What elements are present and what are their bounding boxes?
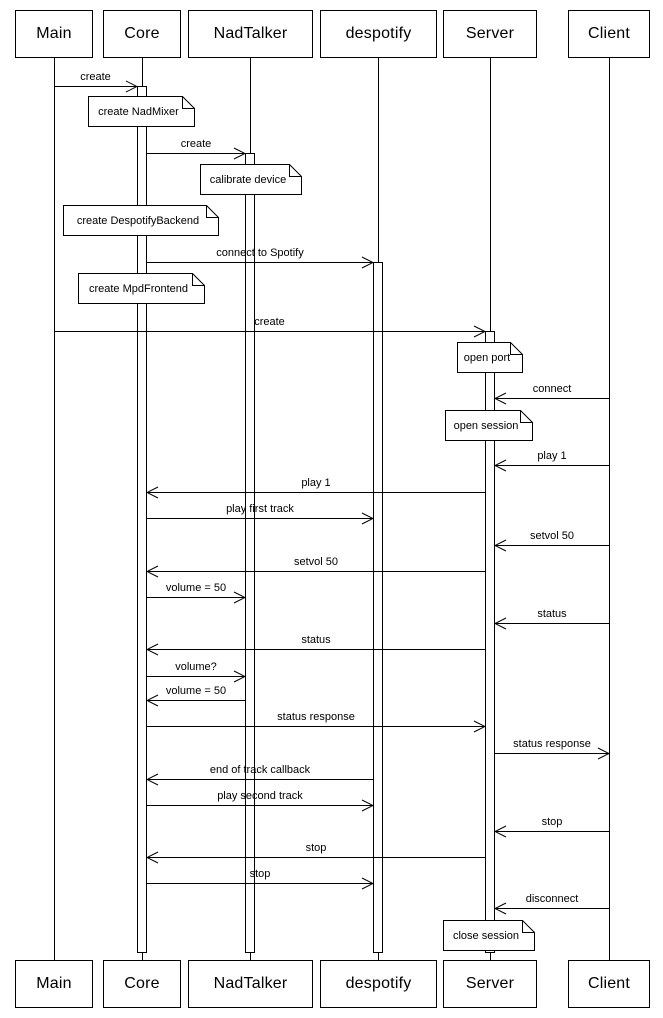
message-label: volume? (175, 661, 217, 673)
message-label: status response (277, 711, 355, 723)
arrowhead-left-icon (146, 486, 159, 499)
participant-label: Main (36, 975, 72, 992)
participant-box-bottom-core (103, 960, 181, 1008)
arrowhead-right-icon (361, 799, 374, 812)
participant-box-bottom-nadtalker (188, 960, 313, 1008)
note-create-nadmixer (88, 96, 195, 127)
message-line (147, 700, 245, 701)
message-label: play first track (226, 503, 294, 515)
participant-label: Core (124, 975, 160, 992)
message-line (495, 398, 609, 399)
message-line (147, 726, 485, 727)
participant-box-bottom-main (15, 960, 93, 1008)
message-disconnect (495, 892, 609, 914)
arrowhead-left-icon (146, 851, 159, 864)
note-calibrate-device (200, 164, 302, 195)
message-create (54, 315, 485, 337)
message-line (54, 331, 485, 332)
message-label: status (301, 634, 331, 646)
message-label: status response (513, 738, 591, 750)
message-line (147, 571, 485, 572)
message-label: stop (541, 816, 563, 828)
arrowhead-left-icon (146, 773, 159, 786)
message-play-first-track (147, 502, 373, 524)
note-create-mpdfrontend (78, 273, 205, 304)
arrowhead-left-icon (494, 459, 507, 472)
arrowhead-left-icon (494, 902, 507, 915)
participant-box-bottom-server (443, 960, 537, 1008)
message-line (147, 597, 245, 598)
participant-box-top-main (15, 10, 93, 58)
message-label: play 1 (301, 477, 331, 489)
arrowhead-left-icon (494, 539, 507, 552)
arrowhead-right-icon (597, 747, 610, 760)
arrowhead-right-icon (361, 877, 374, 890)
message-connect (495, 382, 609, 404)
message-label: setvol 50 (529, 530, 575, 542)
message-status (495, 607, 609, 629)
message-label: connect (532, 383, 572, 395)
message-label: stop (305, 842, 327, 854)
note-text: open port (463, 351, 511, 364)
message-stop (495, 815, 609, 837)
message-label: status (537, 608, 567, 620)
participant-box-bottom-despotify (320, 960, 437, 1008)
lifeline-main (54, 58, 55, 960)
message-status-response (147, 710, 485, 732)
message-label: create (80, 71, 111, 83)
message-label: create (254, 316, 285, 328)
participant-label: Server (465, 975, 515, 992)
participant-box-top-core (103, 10, 181, 58)
message-line (495, 545, 609, 546)
arrowhead-left-icon (146, 643, 159, 656)
arrowhead-right-icon (473, 325, 486, 338)
message-line (495, 831, 609, 832)
message-setvol-50 (495, 529, 609, 551)
note-text: create NadMixer (98, 105, 179, 118)
message-line (147, 518, 373, 519)
arrowhead-left-icon (146, 694, 159, 707)
message-line (495, 908, 609, 909)
message-label: create (180, 138, 212, 150)
message-stop (147, 841, 485, 863)
participant-label: despotify (345, 975, 412, 992)
note-text: open session (453, 419, 519, 432)
arrowhead-right-icon (233, 147, 246, 160)
message-line (495, 465, 609, 466)
participant-box-bottom-client (568, 960, 650, 1008)
message-label: end of track callback (209, 764, 311, 776)
arrowhead-left-icon (146, 565, 159, 578)
message-label: disconnect (525, 893, 579, 905)
message-create (54, 70, 137, 92)
message-label: volume = 50 (165, 685, 227, 697)
note-text: create DespotifyBackend (76, 214, 200, 227)
participant-label: Client (587, 25, 631, 42)
participant-box-top-client (568, 10, 650, 58)
message-line (147, 649, 485, 650)
note-close-session (443, 920, 535, 951)
lifeline-client (609, 58, 610, 960)
note-text: calibrate device (209, 173, 287, 186)
message-status-response (495, 737, 609, 759)
arrowhead-left-icon (494, 392, 507, 405)
message-line (147, 883, 373, 884)
message-volume-50 (147, 684, 245, 706)
activation-bar-nadtalker (245, 153, 255, 953)
arrowhead-right-icon (361, 512, 374, 525)
participant-label: despotify (345, 25, 412, 42)
message-end-of-track-callback (147, 763, 373, 785)
message-label: connect to Spotify (216, 247, 304, 259)
arrowhead-right-icon (233, 670, 246, 683)
message-label: play 1 (537, 450, 567, 462)
message-label: stop (249, 868, 271, 880)
message-label: volume = 50 (165, 582, 227, 594)
arrowhead-right-icon (233, 591, 246, 604)
message-play-second-track (147, 789, 373, 811)
message-line (147, 779, 373, 780)
note-create-despotifybackend (63, 205, 219, 236)
message-line (495, 623, 609, 624)
message-line (147, 805, 373, 806)
message-create (147, 137, 245, 159)
participant-label: NadTalker (213, 975, 288, 992)
arrowhead-right-icon (125, 80, 138, 93)
message-play-1 (147, 476, 485, 498)
note-text: create MpdFrontend (88, 282, 189, 295)
arrowhead-left-icon (494, 617, 507, 630)
note-open-port (457, 342, 523, 373)
message-status (147, 633, 485, 655)
arrowhead-right-icon (361, 256, 374, 269)
participant-label: Core (124, 25, 160, 42)
note-text: close session (452, 929, 520, 942)
message-line (147, 857, 485, 858)
message-volume-50 (147, 581, 245, 603)
message-line (147, 262, 373, 263)
participant-label: Client (587, 975, 631, 992)
message-setvol-50 (147, 555, 485, 577)
message-line (147, 676, 245, 677)
message-connect-to-spotify (147, 246, 373, 268)
message-label: setvol 50 (293, 556, 339, 568)
note-open-session (445, 410, 533, 441)
message-volume (147, 660, 245, 682)
message-play-1 (495, 449, 609, 471)
message-line (147, 153, 245, 154)
participant-box-top-despotify (320, 10, 437, 58)
participant-box-top-server (443, 10, 537, 58)
participant-box-top-nadtalker (188, 10, 313, 58)
arrowhead-right-icon (473, 720, 486, 733)
arrowhead-left-icon (494, 825, 507, 838)
message-label: play second track (217, 790, 303, 802)
participant-label: NadTalker (213, 25, 288, 42)
participant-label: Main (36, 25, 72, 42)
message-stop (147, 867, 373, 889)
message-line (495, 753, 609, 754)
participant-label: Server (465, 25, 515, 42)
message-line (147, 492, 485, 493)
